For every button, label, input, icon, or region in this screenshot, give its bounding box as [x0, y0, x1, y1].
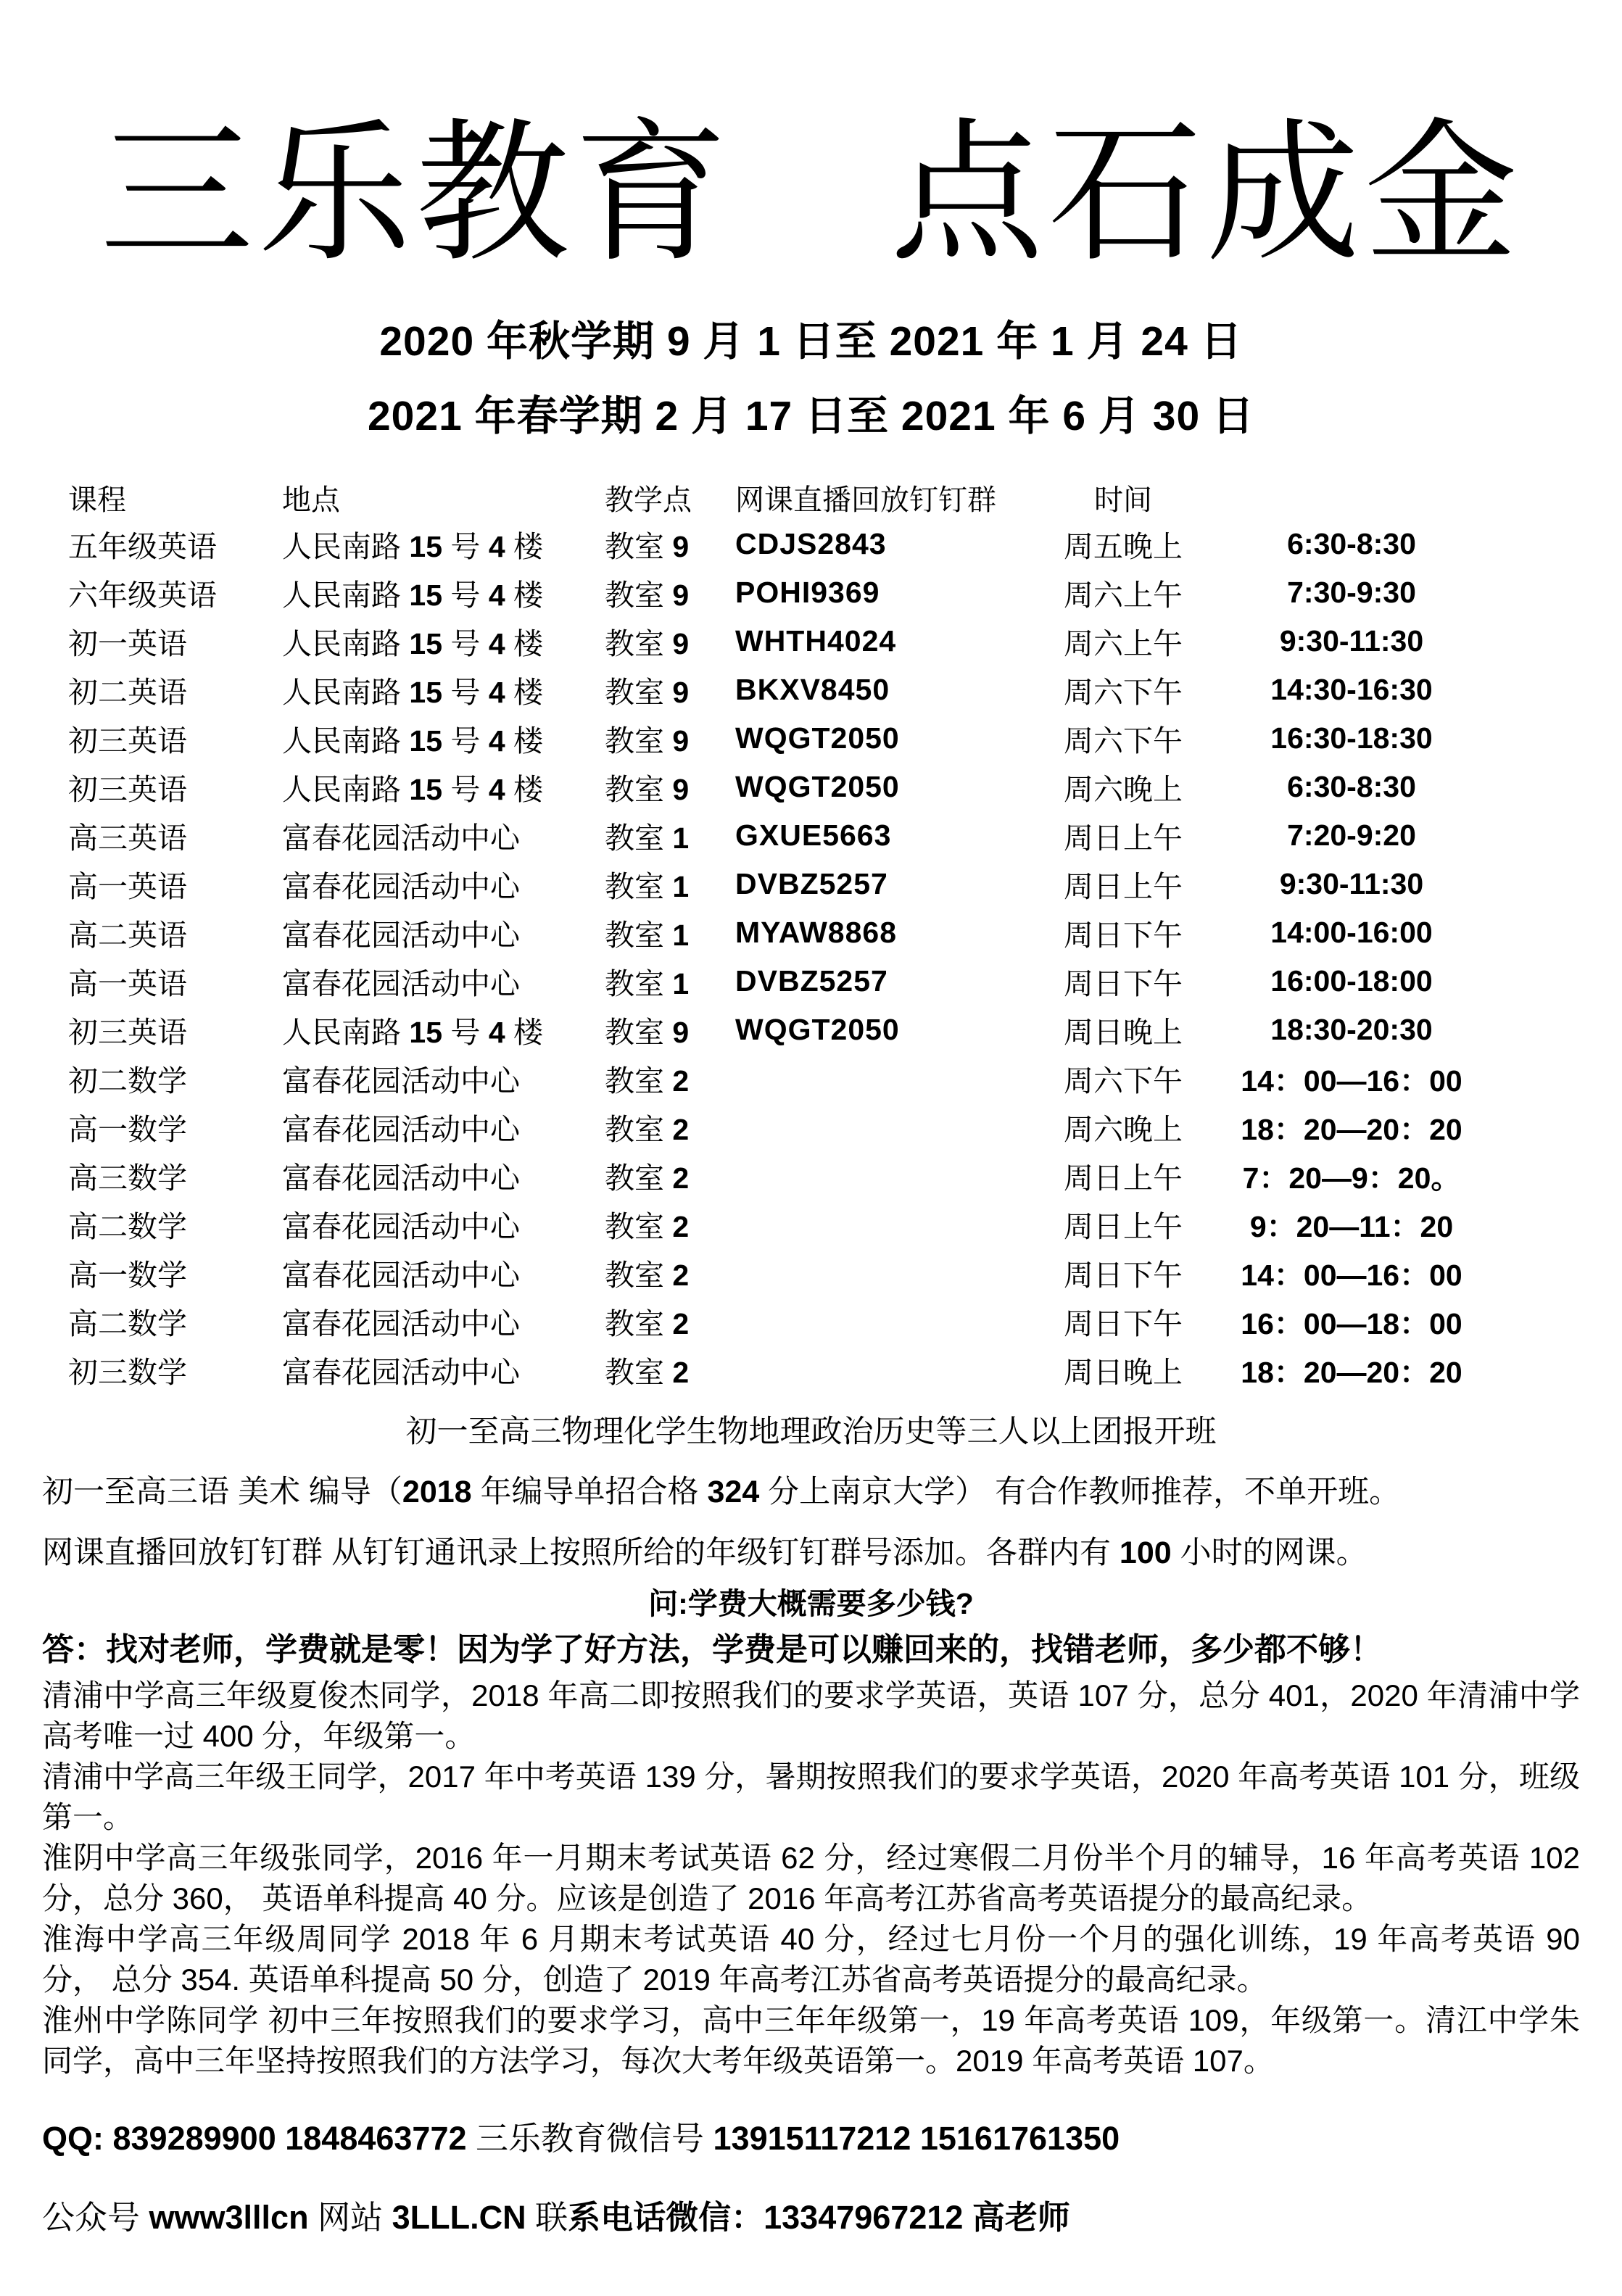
dingtalk-group-cell: BKXV8450	[735, 673, 890, 707]
time-cell: 7:30-9:30	[1287, 576, 1416, 610]
table-row	[68, 666, 1580, 714]
spring-semester-dates: 2021 年春学期 2 月 17 日至 2021 年 6 月 30 日	[367, 393, 1254, 440]
location-cell: 人民南路 15 号 4 楼	[282, 773, 544, 807]
classroom-cell: 教室 2	[605, 1356, 690, 1390]
day-cell: 周六下午	[1064, 1064, 1183, 1098]
table-row	[68, 763, 1580, 811]
fall-semester-dates: 2020 年秋学期 9 月 1 日至 2021 年 1 月 24 日	[379, 318, 1243, 365]
time-cell: 16：00—18：00	[1241, 1307, 1462, 1341]
time-cell: 14：00—16：00	[1241, 1259, 1462, 1293]
dingtalk-group-cell: WQGT2050	[735, 721, 900, 755]
location-cell: 富春花园活动中心	[282, 1210, 520, 1244]
day-cell: 周日晚上	[1064, 1356, 1183, 1390]
time-cell: 18:30-20:30	[1270, 1013, 1433, 1047]
day-cell: 周六下午	[1064, 724, 1183, 758]
classroom-cell: 教室 2	[605, 1113, 690, 1147]
day-cell: 周日上午	[1064, 821, 1183, 855]
classroom-cell: 教室 9	[605, 579, 690, 613]
location-cell: 富春花园活动中心	[282, 821, 520, 855]
time-cell: 14:00-16:00	[1270, 916, 1433, 950]
course-cell: 初一英语	[68, 627, 187, 661]
classroom-cell: 教室 1	[605, 870, 690, 904]
table-row	[68, 1006, 1580, 1054]
table-row	[68, 568, 1580, 617]
course-cell: 高一数学	[68, 1113, 187, 1147]
time-cell: 9:30-11:30	[1279, 624, 1424, 658]
classroom-cell: 教室 2	[605, 1161, 690, 1195]
time-cell: 9：20—11：20	[1249, 1210, 1454, 1244]
course-cell: 高一英语	[68, 870, 187, 904]
course-cell: 高一数学	[68, 1259, 187, 1293]
time-cell: 6:30-8:30	[1287, 527, 1416, 561]
dingtalk-group-cell: WHTH4024	[735, 624, 897, 658]
course-cell: 初三英语	[68, 773, 187, 807]
location-cell: 富春花园活动中心	[282, 919, 520, 953]
table-row	[68, 1103, 1580, 1151]
classroom-cell: 教室 1	[605, 967, 690, 1001]
classroom-cell: 教室 2	[605, 1259, 690, 1293]
group-enroll-note: 初一至高三物理化学生物地理政治历史等三人以上团报开班	[405, 1414, 1217, 1450]
classroom-cell: 教室 1	[605, 821, 690, 855]
classroom-cell: 教室 9	[605, 724, 690, 758]
day-cell: 周六晚上	[1064, 773, 1183, 807]
page-title: 三乐教育 点石成金	[99, 104, 1523, 283]
table-row	[68, 860, 1580, 908]
day-cell: 周日上午	[1064, 1161, 1183, 1195]
classroom-cell: 教室 2	[605, 1210, 690, 1244]
classroom-cell: 教室 9	[605, 676, 690, 710]
location-cell: 人民南路 15 号 4 楼	[282, 724, 544, 758]
classroom-cell: 教室 9	[605, 1016, 690, 1050]
time-cell: 16:30-18:30	[1270, 721, 1433, 755]
course-cell: 高二数学	[68, 1210, 187, 1244]
dingtalk-group-cell: POHI9369	[735, 576, 880, 610]
classroom-cell: 教室 1	[605, 919, 690, 953]
time-cell: 16:00-18:00	[1270, 964, 1433, 998]
table-row	[68, 1248, 1580, 1297]
table-row	[68, 617, 1580, 666]
day-cell: 周日上午	[1064, 870, 1183, 904]
dingtalk-note: 网课直播回放钉钉群 从钉钉通讯录上按照所给的年级钉钉群号添加。各群内有 100 小时的网课。	[42, 1535, 1367, 1570]
header-dingtalk-group: 网课直播回放钉钉群	[735, 484, 996, 516]
classroom-cell: 教室 2	[605, 1064, 690, 1098]
location-cell: 富春花园活动中心	[282, 1161, 520, 1195]
location-cell: 富春花园活动中心	[282, 1064, 520, 1098]
table-row	[68, 1200, 1580, 1248]
table-row	[68, 1346, 1580, 1394]
day-cell: 周六上午	[1064, 627, 1183, 661]
course-cell: 五年级英语	[68, 530, 217, 564]
course-cell: 高二英语	[68, 919, 187, 953]
dingtalk-group-cell: DVBZ5257	[735, 964, 888, 998]
table-row	[68, 714, 1580, 763]
schedule-header-row	[68, 475, 1580, 520]
location-cell: 富春花园活动中心	[282, 1259, 520, 1293]
time-cell: 14:30-16:30	[1270, 673, 1433, 707]
location-cell: 富春花园活动中心	[282, 1356, 520, 1390]
time-cell: 14：00—16：00	[1241, 1064, 1462, 1098]
location-cell: 富春花园活动中心	[282, 967, 520, 1001]
course-cell: 初二数学	[68, 1064, 187, 1098]
course-cell: 高一英语	[68, 967, 187, 1001]
day-cell: 周日晚上	[1064, 1016, 1183, 1050]
course-cell: 高二数学	[68, 1307, 187, 1341]
location-cell: 人民南路 15 号 4 楼	[282, 627, 544, 661]
qq-wechat-contact-line: QQ: 839289900 1848463772 三乐教育微信号 13915117212 15161761350	[42, 2119, 1120, 2157]
testimonial-paragraph: 淮海中学高三年级周同学 2018 年 6 月期末考试英语 40 分，经过七月份一个月的强化训练，19 年高考英语 90 分， 总分 354. 英语单科提高 50 分，创造了 2019 年高考江苏省高考英语提分的最高纪录。	[42, 1921, 1580, 1997]
day-cell: 周日下午	[1064, 967, 1183, 1001]
table-row	[68, 520, 1580, 568]
art-programs-note: 初一至高三语 美术 编导（2018 年编导单招合格 324 分上南京大学） 有合作教师推荐，不单开班。	[42, 1474, 1401, 1509]
course-cell: 初三英语	[68, 724, 187, 758]
location-cell: 人民南路 15 号 4 楼	[282, 1016, 544, 1050]
testimonial-paragraph: 清浦中学高三年级夏俊杰同学，2018 年高二即按照我们的要求学英语，英语 107 分，总分 401，2020 年清浦中学高考唯一过 400 分，年级第一。	[42, 1678, 1580, 1753]
day-cell: 周六上午	[1064, 579, 1183, 613]
course-cell: 初三数学	[68, 1356, 187, 1390]
day-cell: 周六下午	[1064, 676, 1183, 710]
dingtalk-group-cell: WQGT2050	[735, 1013, 900, 1047]
location-cell: 富春花园活动中心	[282, 1307, 520, 1341]
classroom-cell: 教室 9	[605, 530, 690, 564]
day-cell: 周日下午	[1064, 1307, 1183, 1341]
course-cell: 高三英语	[68, 821, 187, 855]
time-cell: 7:20-9:20	[1287, 818, 1416, 853]
dingtalk-group-cell: MYAW8868	[735, 916, 897, 950]
classroom-cell: 教室 2	[605, 1307, 690, 1341]
course-cell: 高三数学	[68, 1161, 187, 1195]
day-cell: 周日上午	[1064, 1210, 1183, 1244]
schedule-table	[68, 475, 1580, 1394]
semester-dates	[42, 318, 1580, 440]
testimonial-paragraph: 淮州中学陈同学 初中三年按照我们的要求学习，高中三年年级第一，19 年高考英语 109，年级第一。清江中学朱同学，高中三年坚持按照我们的方法学习，每次大考年级英语第一。2019 年高考英语 107。	[42, 2002, 1580, 2078]
footer-contact-line: 公众号 www3lllcn 网站 3LLL.CN 联系电话微信：13347967212 高老师	[42, 2198, 1070, 2236]
location-cell: 人民南路 15 号 4 楼	[282, 579, 544, 613]
table-row	[68, 1054, 1580, 1103]
time-cell: 18：20—20：20	[1241, 1356, 1462, 1390]
header-course: 课程	[68, 484, 126, 516]
location-cell: 人民南路 15 号 4 楼	[282, 530, 544, 564]
testimonial-paragraph: 清浦中学高三年级王同学，2017 年中考英语 139 分，暑期按照我们的要求学英语，2020 年高考英语 101 分，班级第一。	[42, 1759, 1580, 1834]
header-classroom: 教学点	[605, 484, 692, 516]
time-cell: 9:30-11:30	[1279, 867, 1424, 901]
testimonial-paragraph: 淮阴中学高三年级张同学，2016 年一月期末考试英语 62 分，经过寒假二月份半个月的辅导，16 年高考英语 102 分，总分 360， 英语单科提高 40 分。应该是创造了 2016 年高考江苏省高考英语提分的最高纪录。	[42, 1840, 1580, 1915]
dingtalk-group-cell: DVBZ5257	[735, 867, 888, 901]
tuition-question: 问:学费大概需要多少钱?	[648, 1586, 974, 1620]
day-cell: 周六晚上	[1064, 1113, 1183, 1147]
day-cell: 周日下午	[1064, 1259, 1183, 1293]
course-cell: 初三英语	[68, 1016, 187, 1050]
table-row	[68, 1151, 1580, 1200]
course-cell: 初二英语	[68, 676, 187, 710]
tuition-answer: 答：找对老师，学费就是零！因为学了好方法，学费是可以赚回来的，找错老师，多少都不够！	[42, 1631, 1382, 1667]
dingtalk-group-cell: GXUE5663	[735, 818, 892, 853]
dingtalk-group-cell: WQGT2050	[735, 770, 900, 804]
course-cell: 六年级英语	[68, 579, 217, 613]
time-cell: 6:30-8:30	[1287, 770, 1416, 804]
time-cell: 7：20—9：20。	[1242, 1161, 1461, 1195]
table-row	[68, 957, 1580, 1006]
table-row	[68, 908, 1580, 957]
time-cell: 18：20—20：20	[1241, 1113, 1462, 1147]
classroom-cell: 教室 9	[605, 627, 690, 661]
table-row	[68, 1297, 1580, 1346]
location-cell: 富春花园活动中心	[282, 870, 520, 904]
location-cell: 富春花园活动中心	[282, 1113, 520, 1147]
testimonials-section	[42, 1675, 1580, 2081]
classroom-cell: 教室 9	[605, 773, 690, 807]
day-cell: 周五晚上	[1064, 530, 1183, 564]
header-time: 时间	[1094, 484, 1152, 516]
location-cell: 人民南路 15 号 4 楼	[282, 676, 544, 710]
dingtalk-group-cell: CDJS2843	[735, 527, 887, 561]
header-location: 地点	[282, 484, 340, 516]
table-row	[68, 811, 1580, 860]
day-cell: 周日下午	[1064, 919, 1183, 953]
